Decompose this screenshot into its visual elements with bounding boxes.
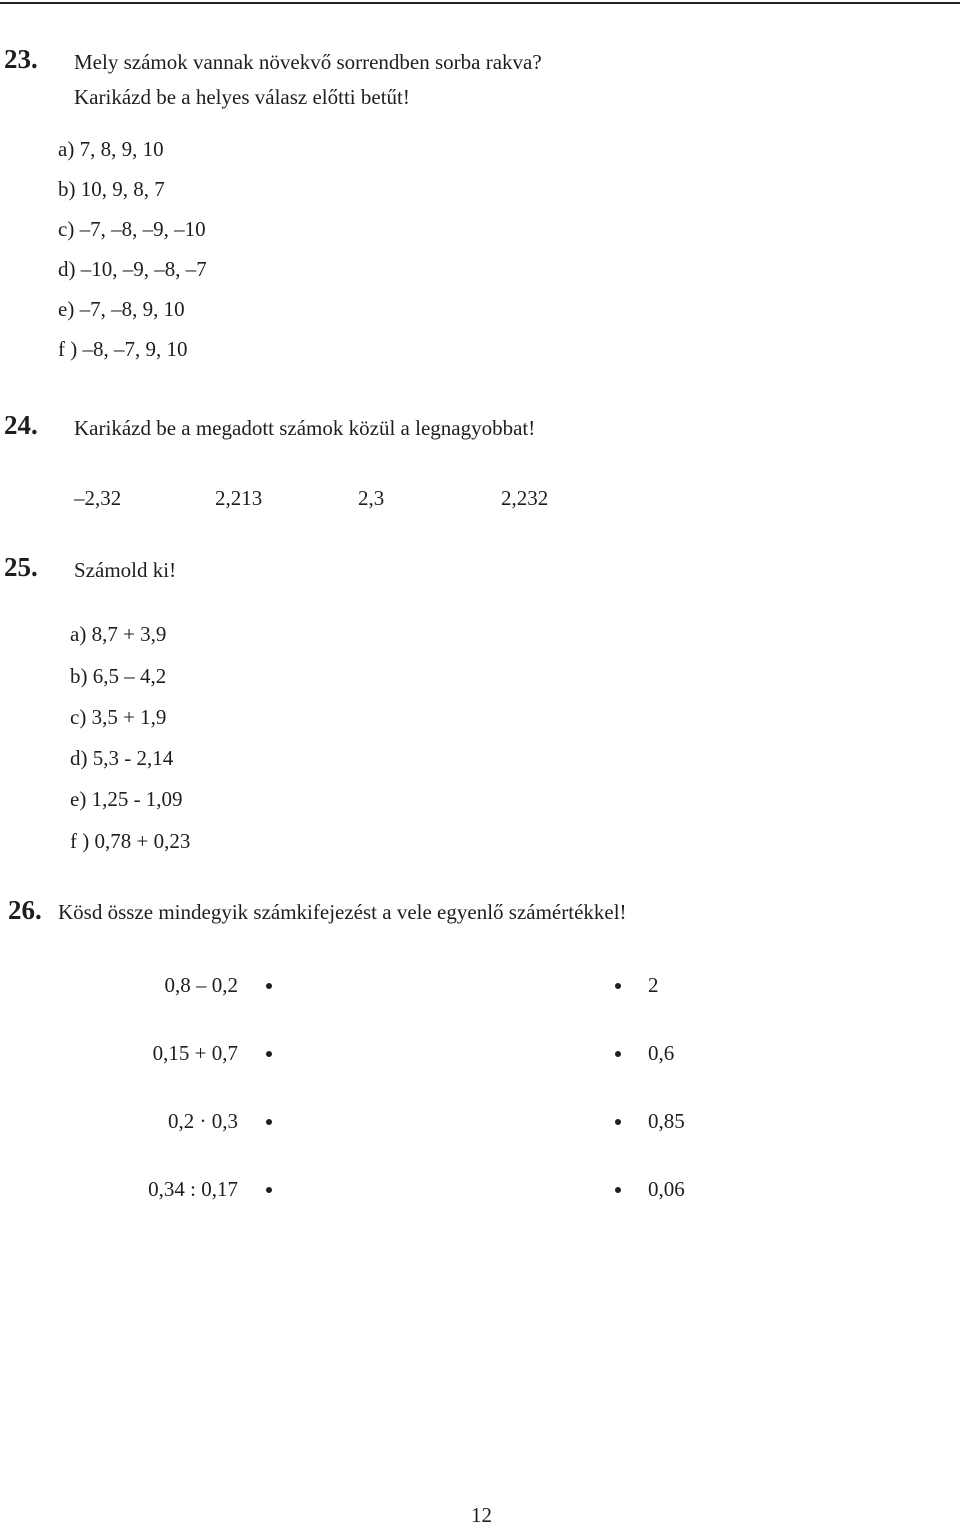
value-4-connect-dot[interactable] [615,1187,621,1193]
question-24-number-4: 2,232 [501,486,549,510]
question-25-item-f: f ) 0,78 + 0,23 [70,829,191,853]
question-24-number-3: 2,3 [358,486,385,510]
question-26-text: Kösd össze mindegyik számkifejezést a vele egyenlő számértékkel! [58,900,627,924]
question-23-option-e: e) –7, –8, 9, 10 [58,297,185,321]
question-24-number-1: –2,32 [74,486,122,510]
question-25-text: Számold ki! [74,558,177,582]
value-4: 0,06 [648,1177,685,1201]
question-25-item-e: e) 1,25 - 1,09 [70,787,183,811]
expression-3-connect-dot[interactable] [266,1119,272,1125]
top-rule [0,2,960,4]
question-23-option-d: d) –10, –9, –8, –7 [58,257,207,281]
question-23-option-f: f ) –8, –7, 9, 10 [58,337,188,361]
question-23-option-b: b) 10, 9, 8, 7 [58,177,165,201]
question-25-item-c: c) 3,5 + 1,9 [70,705,167,729]
value-2: 0,6 [648,1041,675,1065]
question-25-item-b: b) 6,5 – 4,2 [70,664,167,688]
expression-1: 0,8 – 0,2 [164,973,238,997]
question-24-text: Karikázd be a megadott számok közül a legnagyobbat! [74,416,536,440]
question-24-number-2: 2,213 [215,486,263,510]
value-3-connect-dot[interactable] [615,1119,621,1125]
question-25-number: 25. [4,552,38,582]
question-23-option-a: a) 7, 8, 9, 10 [58,137,164,161]
question-23-number: 23. [4,44,38,74]
expression-2-connect-dot[interactable] [266,1051,272,1057]
value-1-connect-dot[interactable] [615,983,621,989]
question-23-text-line2: Karikázd be a helyes válasz előtti betűt! [74,85,410,109]
page-number: 12 [471,1503,492,1527]
question-26-number: 26. [8,895,42,925]
expression-2: 0,15 + 0,7 [152,1041,238,1065]
question-23-option-c: c) –7, –8, –9, –10 [58,217,206,241]
expression-1-connect-dot[interactable] [266,983,272,989]
expression-4: 0,34 : 0,17 [148,1177,238,1201]
question-25-item-a: a) 8,7 + 3,9 [70,622,167,646]
expression-4-connect-dot[interactable] [266,1187,272,1193]
expression-3: 0,2 · 0,3 [168,1109,238,1133]
value-3: 0,85 [648,1109,685,1133]
question-23-text-line1: Mely számok vannak növekvő sorrendben sorba rakva? [74,50,542,74]
value-2-connect-dot[interactable] [615,1051,621,1057]
question-25-item-d: d) 5,3 - 2,14 [70,746,174,770]
value-1: 2 [648,973,659,997]
question-24-number: 24. [4,410,38,440]
